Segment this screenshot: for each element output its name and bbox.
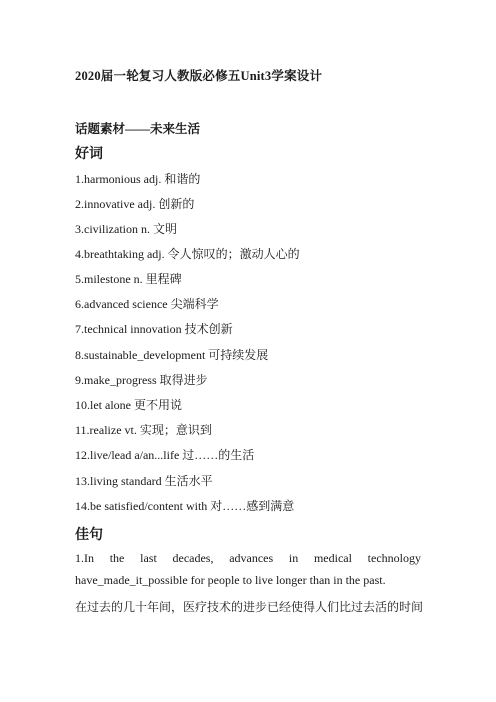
sentence-word: technology <box>367 551 421 565</box>
vocab-item: 1.harmonious adj. 和谐的 <box>75 172 201 186</box>
section-title: 话题素材——未来生活 <box>75 122 201 136</box>
vocab-item: 7.technical innovation 技术创新 <box>75 322 233 336</box>
vocab-item: 13.living standard 生活水平 <box>75 474 213 488</box>
vocab-item: 4.breathtaking adj. 令人惊叹的；激动人心的 <box>75 247 300 261</box>
sentence-word: in <box>288 551 299 565</box>
sentence-heading: 佳句 <box>75 528 103 543</box>
sentence-translation: 在过去的几十年间，医疗技术的进步已经使得人们比过去活的时间 <box>75 600 424 614</box>
vocab-item: 8.sustainable_development 可持续发展 <box>75 348 269 362</box>
vocab-item: 6.advanced science 尖端科学 <box>75 297 219 311</box>
sentence-word: last <box>140 551 157 565</box>
vocab-item: 10.let alone 更不用说 <box>75 398 182 412</box>
sentence-line-1 <box>75 551 421 566</box>
vocab-item: 3.civilization n. 文明 <box>75 222 177 236</box>
vocab-item: 12.live/lead a/an...life 过……的生活 <box>75 448 255 462</box>
vocab-item: 2.innovative adj. 创新的 <box>75 197 195 211</box>
sentence-word: 1.In <box>75 551 94 565</box>
vocab-heading: 好词 <box>75 147 103 162</box>
sentence-word: decades, <box>172 551 214 565</box>
sentence-word: advances <box>229 551 274 565</box>
sentence-word: medical <box>313 551 352 565</box>
vocab-item: 11.realize vt. 实现；意识到 <box>75 423 212 437</box>
vocab-item: 9.make_progress 取得进步 <box>75 373 208 387</box>
vocab-item: 14.be satisfied/content with 对……感到满意 <box>75 499 295 513</box>
vocab-item: 5.milestone n. 里程碑 <box>75 272 182 286</box>
document-title: 2020届一轮复习人教版必修五Unit3学案设计 <box>75 69 323 83</box>
sentence-line-2: have_made_it_possible for people to live longer than in the past. <box>75 573 386 587</box>
sentence-word: the <box>109 551 125 565</box>
